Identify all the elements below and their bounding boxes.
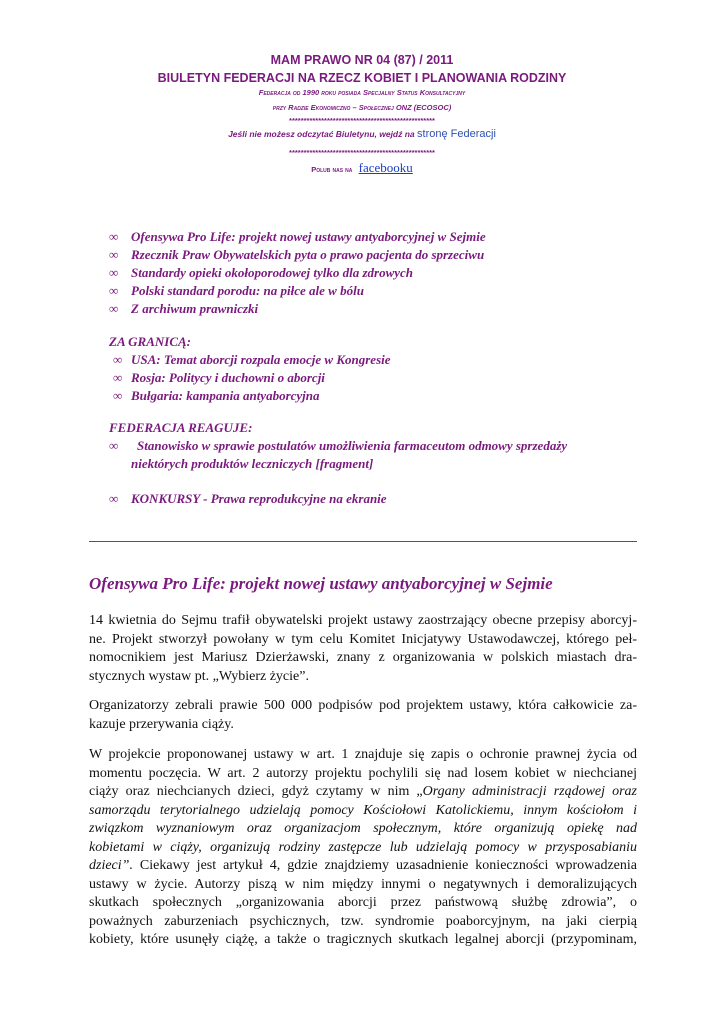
stars-divider: ************************************************** xyxy=(289,116,435,125)
read-note xyxy=(0,128,724,140)
bulletin-issue: MAM PRAWO NR 04 (87) / 2011 xyxy=(270,53,454,67)
toc-item[interactable]: ∞ Rosja: Politycy i duchowni o aborcji xyxy=(113,370,325,385)
infinity-bullet-icon: ∞ xyxy=(113,388,123,403)
text-line: nomocnikiem jest Mariusz Dzierżawski, znany z organizowania w polskich miastach dra- xyxy=(89,650,637,665)
text-line: ustawy w życie. Autorzy piszą w nim między innymi o negatywnych i demoralizujących xyxy=(89,876,637,892)
toc-item[interactable]: ∞ Z archiwum prawniczki xyxy=(109,301,259,316)
article-paragraph xyxy=(89,697,637,734)
text-line: kobiety, które usunęły ciążę, a także o tragicznych skutkach legalnej aborcji (przypominam, xyxy=(89,932,637,947)
abroad-heading: ZA GRANICĄ: xyxy=(109,334,191,349)
read-note-text: Jeśli nie możesz odczytać Biuletynu, wejdź na xyxy=(228,129,415,139)
text-line: dzieci”. Ciekawy jest artykuł 4, gdzie znajdziemy uzasadnienie konieczności wprowadzenia xyxy=(89,858,637,873)
facebook-note xyxy=(0,160,724,176)
text-line: ciąży oraz niechcianych dzieci, gdyż czytamy w nim „Organy administracji rządowej oraz xyxy=(89,784,637,799)
text-line: kazuje przerywania ciąży. xyxy=(89,716,234,732)
text-line: 14 kwietnia do Sejmu trafił obywatelski projekt ustawy zaostrzający obecne przepisy aborcyj- xyxy=(89,613,637,628)
section-divider xyxy=(89,541,637,542)
federation-heading: FEDERACJA REAGUJE: xyxy=(109,420,253,435)
text-line: skutkach społecznych „organizowania aborcji przez państwową służbę zdrowia”, o xyxy=(89,895,637,910)
infinity-bullet-icon: ∞ xyxy=(113,370,123,385)
federation-site-link[interactable]: stronę Federacji xyxy=(417,128,496,140)
status-line: Federacja od 1990 roku posiada Specjalny Status Konsultacyjny xyxy=(258,88,466,97)
toc-item[interactable]: ∞ Polski standard porodu: na piłce ale w bólu xyxy=(109,283,364,298)
toc-item[interactable]: ∞ Stanowisko w sprawie postulatów umożliwienia farmaceutom odmowy sprzedaży xyxy=(109,438,568,453)
infinity-bullet-icon: ∞ xyxy=(113,352,123,367)
infinity-bullet-icon: ∞ xyxy=(109,438,119,453)
toc-item[interactable]: ∞ USA: Temat aborcji rozpala emocje w Kongresie xyxy=(113,352,391,367)
infinity-bullet-icon: ∞ xyxy=(109,283,119,298)
text-line: momentu poczęcia. W art. 2 autorzy projektu pochylili się nad losem kobiet w niechcianej xyxy=(89,765,637,781)
text-line: poważnych zaburzeniach psychicznych, tzw. syndromie poaborcyjnym, na jaki cierpią xyxy=(89,913,637,929)
like-label: Polub nas na xyxy=(311,165,353,174)
text-line: W projekcie proponowanej ustawy w art. 1 znajduje się zapis o ochronie prawnej życia od xyxy=(89,747,637,762)
text-line: kobietami w ciąży, organizują rodziny zastępcze lub udzielają pomocy w przysposabianiu xyxy=(89,839,637,855)
text-line: stycznych wystaw pt. „Wybierz życie”. xyxy=(89,668,309,684)
infinity-bullet-icon: ∞ xyxy=(109,229,119,244)
text-line: związkom wyznaniowym oraz organizacjom społecznym, które organizują opiekę nad xyxy=(89,821,637,836)
infinity-bullet-icon: ∞ xyxy=(109,301,119,316)
text-line: samorządu terytorialnego udzielają pomocy Kościołowi Katolickiemu, innym kościołom i xyxy=(89,802,637,818)
stars-divider-2: ************************************************** xyxy=(289,148,435,157)
text-line: ne. Projekt stworzył powołany w tym celu Komitet Inicjatywy Ustawodawczej, którego peł- xyxy=(89,631,637,647)
article-paragraph xyxy=(89,612,637,686)
infinity-bullet-icon: ∞ xyxy=(109,491,119,506)
toc-item[interactable]: ∞ Rzecznik Praw Obywatelskich pyta o prawo pacjenta do sprzeciwu xyxy=(109,247,485,262)
toc-item[interactable]: ∞ KONKURSY - Prawa reprodukcyjne na ekranie xyxy=(109,491,387,506)
toc-item[interactable]: ∞ Standardy opieki okołoporodowej tylko dla zdrowych xyxy=(109,265,414,280)
facebook-link[interactable]: facebooku xyxy=(358,160,413,175)
infinity-bullet-icon: ∞ xyxy=(109,265,119,280)
toc-item[interactable]: ∞ Bułgaria: kampania antyaborcyjna xyxy=(113,388,320,403)
toc-item-continued[interactable]: niektórych produktów leczniczych [fragment] xyxy=(131,456,374,471)
ecosoc-line: przy Radzie Ekonomiczno – Społecznej ONZ (ECOSOC) xyxy=(272,103,452,112)
infinity-bullet-icon: ∞ xyxy=(109,247,119,262)
text-line: Organizatorzy zebrali prawie 500 000 podpisów pod projektem ustawy, która całkowicie za- xyxy=(89,698,637,713)
bulletin-subtitle: BIULETYN FEDERACJI NA RZECZ KOBIET I PLANOWANIA RODZINY xyxy=(157,71,567,85)
article-title: Ofensywa Pro Life: projekt nowej ustawy antyaborcyjnej w Sejmie xyxy=(89,574,553,593)
toc-item[interactable]: ∞ Ofensywa Pro Life: projekt nowej ustawy antyaborcyjnej w Sejmie xyxy=(109,229,486,244)
article-paragraph xyxy=(89,746,637,950)
